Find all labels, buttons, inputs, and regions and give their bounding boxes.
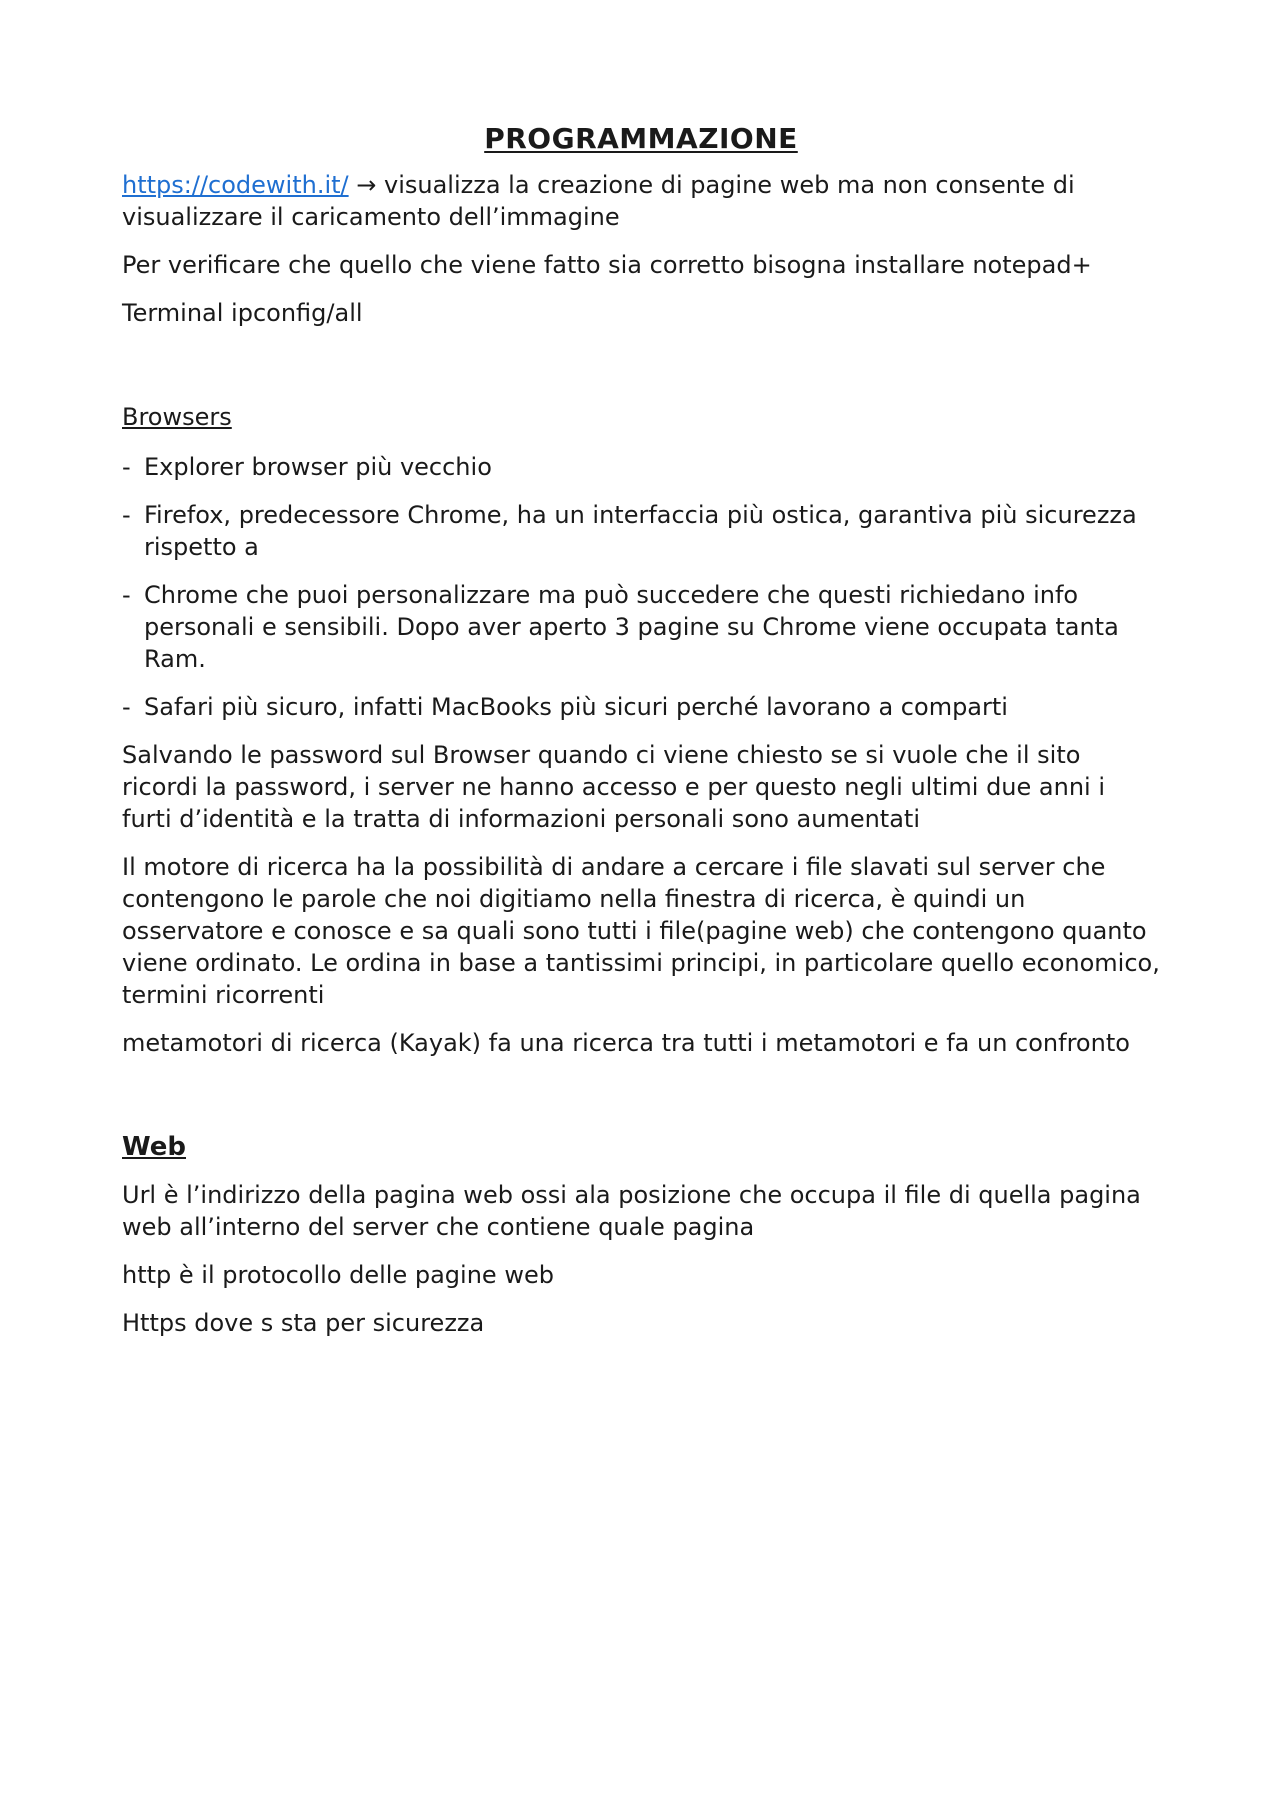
https-paragraph: Https dove s sta per sicurezza [122,1309,485,1337]
list-item: - Firefox, predecessore Chrome, ha un interfaccia più ostica, garantiva più sicurezza rispetto a [122,499,1160,563]
browsers-list [122,451,1160,723]
search-engine-paragraph: Il motore di ricerca ha la possibilità di andare a cercare i file slavati sul server che contengono le parole che noi digitiamo nella finestra di ricerca, è quindi un osservatore e conosce e sa quali sono tutti i file(pagine web) che contengono quanto viene ordinato. Le ordina in base a tantissimi principi, in particolare quello economico, termini ricorrenti [122,853,1160,1009]
list-item: - Safari più sicuro, infatti MacBooks più sicuri perché lavorano a comparti [122,691,1160,723]
intro-link-description: → visualizza la creazione di pagine web ma non consente di visualizzare il caricamento dell’immagine [122,171,1075,231]
codewith-link[interactable]: https://codewith.it/ [122,171,349,199]
verify-paragraph: Per verificare che quello che viene fatto sia corretto bisogna installare notepad+ [122,251,1092,279]
metasearch-paragraph: metamotori di ricerca (Kayak) fa una ricerca tra tutti i metamotori e fa un confronto [122,1029,1130,1057]
http-paragraph: http è il protocollo delle pagine web [122,1261,554,1289]
intro-paragraph [122,169,1160,233]
section-spacer [122,345,1160,401]
browsers-heading: Browsers [122,403,232,431]
terminal-paragraph: Terminal ipconfig/all [122,299,363,327]
section-spacer [122,1075,1160,1131]
list-item: - Chrome che puoi personalizzare ma può succedere che questi richiedano info personali e sensibili. Dopo aver aperto 3 pagine su Chrome viene occupata tanta Ram. [122,579,1160,675]
list-item: - Explorer browser più vecchio [122,451,1160,483]
web-heading: Web [122,1132,186,1162]
page-title: PROGRAMMAZIONE [484,122,798,155]
url-paragraph: Url è l’indirizzo della pagina web ossi ala posizione che occupa il file di quella pagina web all’interno del server che contiene quale pagina [122,1181,1141,1241]
password-paragraph: Salvando le password sul Browser quando ci viene chiesto se si vuole che il sito ricordi la password, i server ne hanno accesso e per questo negli ultimi due anni i furti d’identità e la tratta di informazioni personali sono aumentati [122,741,1106,833]
